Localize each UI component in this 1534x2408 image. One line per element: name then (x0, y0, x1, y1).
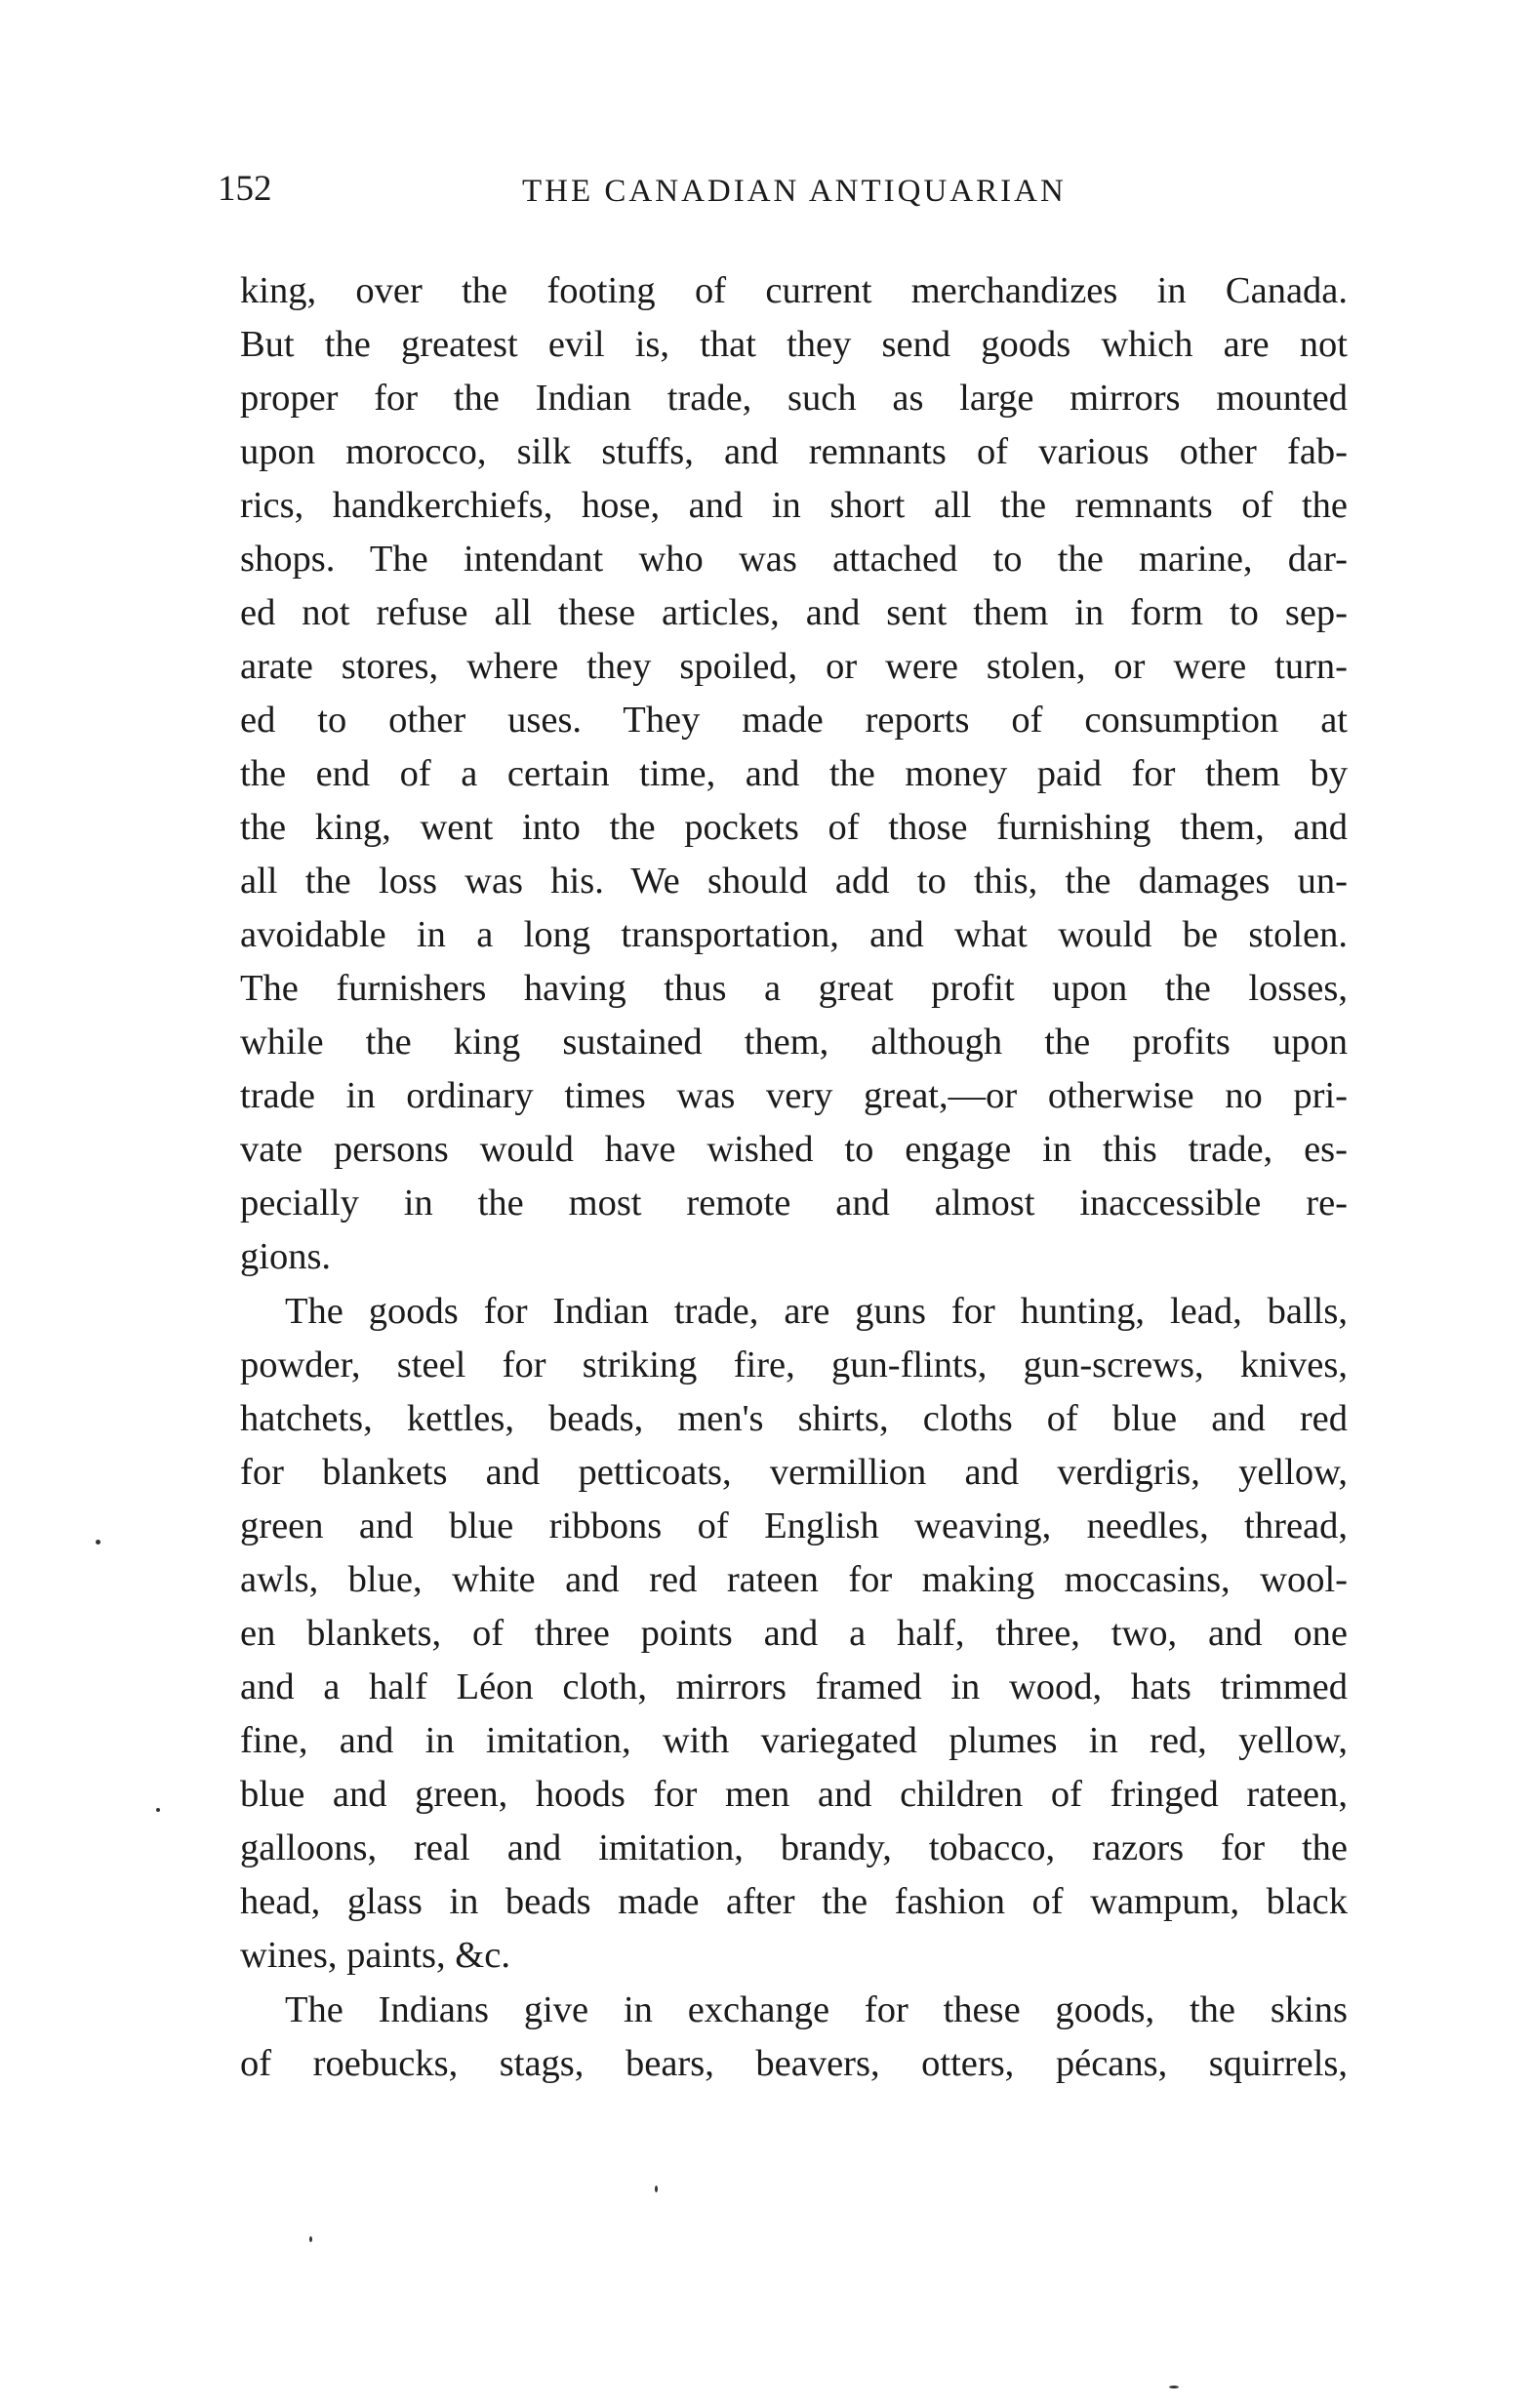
ink-speck (309, 2236, 312, 2242)
text-line: ed to other uses. They made reports of consumption at (240, 700, 1348, 741)
text-line: gions. (240, 1236, 332, 1277)
text-line: upon morocco, silk stuffs, and remnants of various other fab- (240, 431, 1348, 472)
page-number: 152 (218, 169, 272, 209)
text-line: ed not refuse all these articles, and sent them in form to sep- (240, 592, 1348, 633)
text-line: all the loss was his. We should add to this, the damages un- (240, 861, 1348, 902)
ink-speck (1169, 2386, 1179, 2388)
text-line: of roebucks, stags, bears, beavers, otters, pécans, squirrels, (240, 2043, 1348, 2084)
text-line: arate stores, where they spoiled, or were stolen, or were turn- (240, 646, 1348, 687)
text-line: and a half Léon cloth, mirrors framed in wood, hats trimmed (240, 1666, 1348, 1707)
text-line: the king, went into the pockets of those furnishing them, and (240, 807, 1348, 848)
paragraph (240, 1285, 1348, 1983)
paragraph (240, 264, 1348, 1284)
text-line: The goods for Indian trade, are guns for hunting, lead, balls, (285, 1291, 1348, 1332)
text-line: shops. The intendant who was attached to the marine, dar- (240, 539, 1348, 580)
body-text (240, 264, 1348, 2091)
ink-speck (96, 1540, 101, 1545)
text-line: hatchets, kettles, beads, men's shirts, cloths of blue and red (240, 1398, 1348, 1439)
ink-speck (156, 1808, 160, 1812)
ink-speck (655, 2186, 658, 2192)
text-line: powder, steel for striking fire, gun-flints, gun-screws, knives, (240, 1344, 1348, 1385)
text-line: rics, handkerchiefs, hose, and in short all the remnants of the (240, 485, 1348, 526)
text-line: The furnishers having thus a great profit upon the losses, (240, 968, 1348, 1009)
text-line: for blankets and petticoats, vermillion and verdigris, yellow, (240, 1452, 1348, 1493)
paragraph (240, 1984, 1348, 2091)
text-line: king, over the footing of current merchandizes in Canada. (240, 270, 1348, 311)
text-line: proper for the Indian trade, such as large mirrors mounted (240, 378, 1348, 419)
text-line: blue and green, hoods for men and children of fringed rateen, (240, 1774, 1348, 1815)
text-line: the end of a certain time, and the money paid for them by (240, 753, 1348, 794)
text-line: The Indians give in exchange for these goods, the skins (285, 1989, 1348, 2030)
text-line: fine, and in imitation, with variegated plumes in red, yellow, (240, 1720, 1348, 1761)
text-line: while the king sustained them, although the profits upon (240, 1022, 1348, 1063)
text-line: en blankets, of three points and a half, three, two, and one (240, 1613, 1348, 1654)
text-line: But the greatest evil is, that they send goods which are not (240, 324, 1348, 365)
text-line: galloons, real and imitation, brandy, tobacco, razors for the (240, 1827, 1348, 1868)
text-line: pecially in the most remote and almost inaccessible re- (240, 1183, 1348, 1224)
page-header (218, 168, 1359, 226)
text-line: awls, blue, white and red rateen for making moccasins, wool- (240, 1559, 1348, 1600)
text-line: avoidable in a long transportation, and what would be stolen. (240, 914, 1348, 955)
text-line: head, glass in beads made after the fashion of wampum, black (240, 1881, 1348, 1922)
text-line: green and blue ribbons of English weaving, needles, thread, (240, 1505, 1348, 1546)
running-title: THE CANADIAN ANTIQUARIAN (522, 174, 1067, 209)
text-line: trade in ordinary times was very great,—or otherwise no pri- (240, 1075, 1348, 1116)
text-line: vate persons would have wished to engage in this trade, es- (240, 1129, 1348, 1170)
text-line: wines, paints, &c. (240, 1935, 510, 1976)
